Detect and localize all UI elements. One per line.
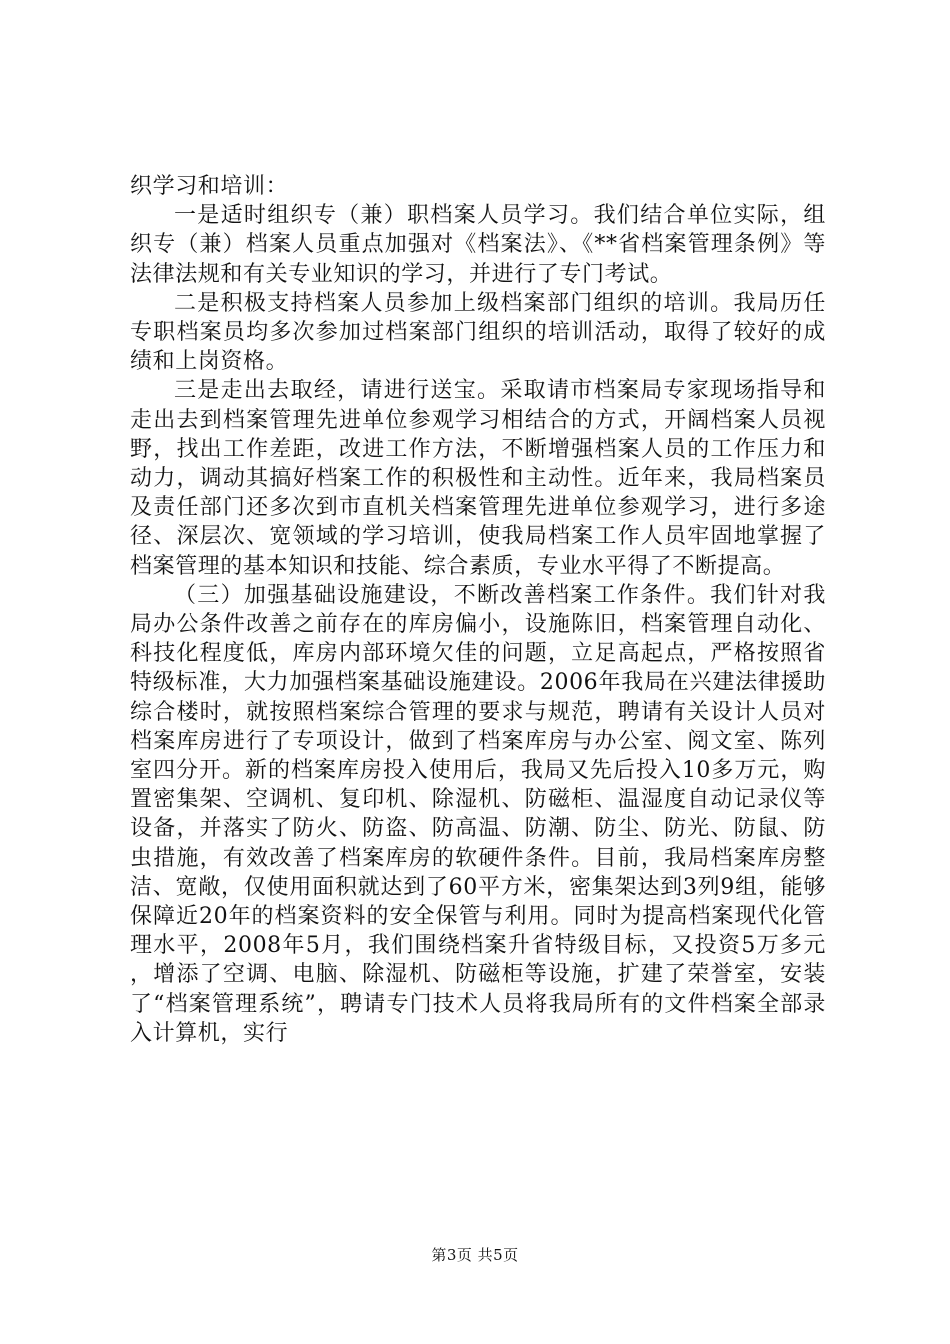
paragraph-study: 一是适时组织专（兼）职档案人员学习。我们结合单位实际，组织专（兼）档案人员重点加强对《档案法》、《**省档案管理条例》等法律法规和有关专业知识的学习，并进行了专门考试。 <box>130 203 826 287</box>
document-body <box>130 172 826 1048</box>
page-footer: 第3页 共5页 <box>431 1246 519 1264</box>
paragraph-exchange: 三是走出去取经，请进行送宝。采取请市档案局专家现场指导和走出去到档案管理先进单位参观学习相结合的方式，开阔档案人员视野，找出工作差距，改进工作方法，不断增强档案人员的工作压力和动力，调动其搞好档案工作的积极性和主动性。近年来，我局档案员及责任部门还多次到市直机关档案管理先进单位参观学习，进行多途径、深层次、宽领域的学习培训，使我局档案工作人员牢固地掌握了档案管理的基本知识和技能、综合素质，专业水平得了不断提高。 <box>130 378 826 579</box>
paragraph-continuation: 织学习和培训： <box>130 174 289 199</box>
paragraph-training: 二是积极支持档案人员参加上级档案部门组织的培训。我局历任专职档案员均多次参加过档案部门组织的培训活动，取得了较好的成绩和上岗资格。 <box>130 290 826 375</box>
paragraph-infrastructure: （三）加强基础设施建设，不断改善档案工作条件。我们针对我局办公条件改善之前存在的库房偏小，设施陈旧，档案管理自动化、科技化程度低，库房内部环境欠佳的问题，立足高起点，严格按照省特级标准，大力加强档案基础设施建设。2006年我局在兴建法律援助综合楼时，就按照档案综合管理的要求与规范，聘请有关设计人员对档案库房进行了专项设计，做到了档案库房与办公室、阅文室、陈列室四分开。新的档案库房投入使用后，我局又先后投入10多万元，购置密集架、空调机、复印机、除湿机、防磁柜、温湿度自动记录仪等设备，并落实了防火、防盗、防高温、防潮、防尘、防光、防鼠、防虫措施，有效改善了档案库房的软硬件条件。目前，我局档案库房整洁、宽敞，仅使用面积就达到了60平方米，密集架达到3列9组，能够保障近20年的档案资料的安全保管与利用。同时为提高档案现代化管理水平，2008年5月，我们围绕档案升省特级目标，又投资5万多元，增添了空调、电脑、除湿机、防磁柜等设施，扩建了荣誉室，安装了“档案管理系统”，聘请专门技术人员将我局所有的文件档案全部录入计算机，实行 <box>130 582 826 1046</box>
